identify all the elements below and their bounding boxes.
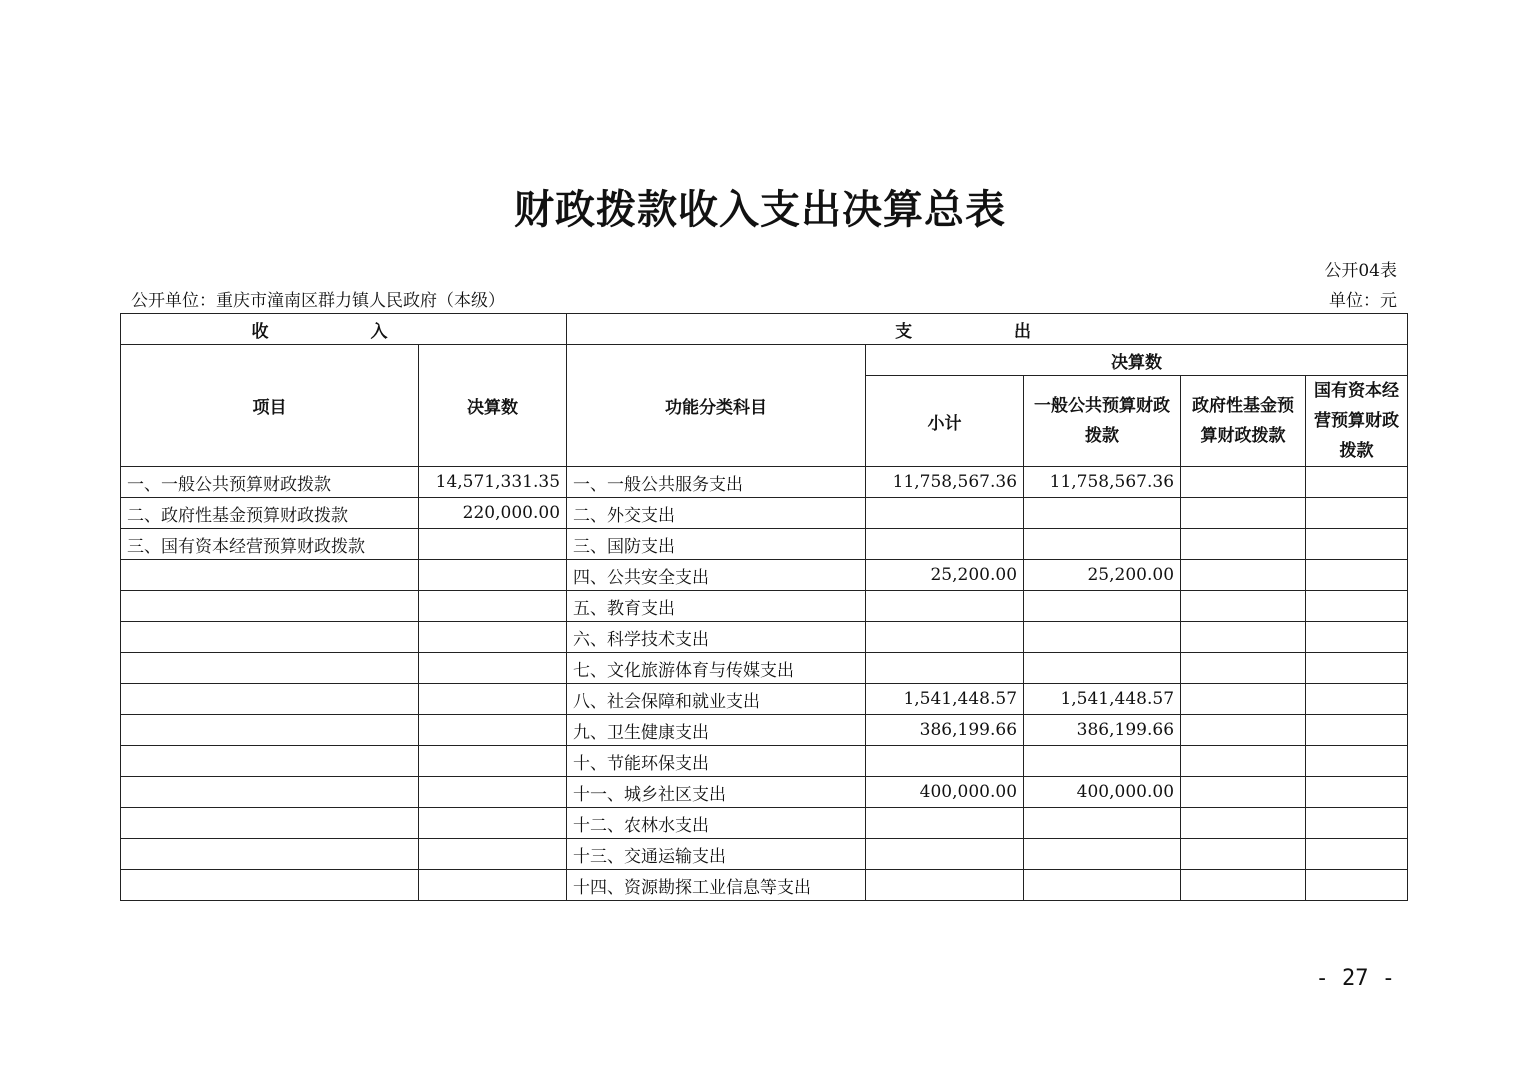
table-row bbox=[121, 591, 1408, 622]
row-category: 九、卫生健康支出 bbox=[567, 715, 866, 746]
table-row bbox=[121, 839, 1408, 870]
row-gov-fund bbox=[1181, 715, 1306, 746]
table-row bbox=[121, 715, 1408, 746]
row-general bbox=[1024, 870, 1181, 901]
income-amount-header: 决算数 bbox=[419, 345, 567, 467]
row-general: 400,000.00 bbox=[1024, 777, 1181, 808]
row-category: 四、公共安全支出 bbox=[567, 560, 866, 591]
row-general bbox=[1024, 529, 1181, 560]
row-item bbox=[121, 715, 419, 746]
row-gov-fund bbox=[1181, 498, 1306, 529]
row-gov-fund bbox=[1181, 529, 1306, 560]
row-gov-fund bbox=[1181, 839, 1306, 870]
row-gov-fund bbox=[1181, 653, 1306, 684]
row-state-capital bbox=[1306, 746, 1408, 777]
table-row bbox=[121, 498, 1408, 529]
row-gov-fund bbox=[1181, 808, 1306, 839]
gov-fund-header: 政府性基金预算财政拨款 bbox=[1181, 376, 1306, 467]
row-subtotal bbox=[866, 839, 1024, 870]
expense-header: 支 出 bbox=[567, 314, 1408, 345]
row-general bbox=[1024, 498, 1181, 529]
row-gov-fund bbox=[1181, 746, 1306, 777]
row-general bbox=[1024, 653, 1181, 684]
state-capital-header: 国有资本经营预算财政拨款 bbox=[1306, 376, 1408, 467]
row-state-capital bbox=[1306, 622, 1408, 653]
row-general bbox=[1024, 839, 1181, 870]
row-category: 八、社会保障和就业支出 bbox=[567, 684, 866, 715]
row-state-capital bbox=[1306, 529, 1408, 560]
table-row bbox=[121, 622, 1408, 653]
row-gov-fund bbox=[1181, 870, 1306, 901]
row-category: 十、节能环保支出 bbox=[567, 746, 866, 777]
row-state-capital bbox=[1306, 467, 1408, 498]
row-amount bbox=[419, 777, 567, 808]
row-category: 十二、农林水支出 bbox=[567, 808, 866, 839]
row-gov-fund bbox=[1181, 684, 1306, 715]
row-amount bbox=[419, 622, 567, 653]
row-subtotal bbox=[866, 746, 1024, 777]
page-title: 财政拨款收入支出决算总表 bbox=[514, 186, 1006, 233]
row-amount: 14,571,331.35 bbox=[419, 467, 567, 498]
row-amount bbox=[419, 653, 567, 684]
currency-unit: 单位：元 bbox=[1329, 291, 1397, 311]
row-subtotal: 25,200.00 bbox=[866, 560, 1024, 591]
reporting-unit: 公开单位：重庆市潼南区群力镇人民政府（本级） bbox=[131, 291, 505, 311]
subtotal-header: 小计 bbox=[866, 376, 1024, 467]
row-item bbox=[121, 870, 419, 901]
row-category: 六、科学技术支出 bbox=[567, 622, 866, 653]
row-amount bbox=[419, 684, 567, 715]
table-row bbox=[121, 467, 1408, 498]
row-gov-fund bbox=[1181, 777, 1306, 808]
function-category-header: 功能分类科目 bbox=[567, 345, 866, 467]
row-state-capital bbox=[1306, 870, 1408, 901]
form-number: 公开04表 bbox=[1324, 261, 1397, 281]
page-number: - 27 - bbox=[1315, 966, 1395, 991]
row-item bbox=[121, 808, 419, 839]
row-general: 386,199.66 bbox=[1024, 715, 1181, 746]
table-row bbox=[121, 870, 1408, 901]
row-state-capital bbox=[1306, 684, 1408, 715]
row-amount bbox=[419, 560, 567, 591]
row-category: 十四、资源勘探工业信息等支出 bbox=[567, 870, 866, 901]
row-item bbox=[121, 622, 419, 653]
table-row bbox=[121, 746, 1408, 777]
table-row bbox=[121, 808, 1408, 839]
row-general bbox=[1024, 591, 1181, 622]
row-subtotal bbox=[866, 808, 1024, 839]
row-general bbox=[1024, 808, 1181, 839]
row-amount bbox=[419, 808, 567, 839]
row-amount bbox=[419, 591, 567, 622]
row-subtotal: 11,758,567.36 bbox=[866, 467, 1024, 498]
row-category: 二、外交支出 bbox=[567, 498, 866, 529]
row-gov-fund bbox=[1181, 591, 1306, 622]
row-state-capital bbox=[1306, 498, 1408, 529]
row-subtotal bbox=[866, 870, 1024, 901]
final-amount-header: 决算数 bbox=[866, 345, 1408, 376]
row-gov-fund bbox=[1181, 560, 1306, 591]
row-item bbox=[121, 684, 419, 715]
row-amount bbox=[419, 715, 567, 746]
row-subtotal: 1,541,448.57 bbox=[866, 684, 1024, 715]
row-general: 1,541,448.57 bbox=[1024, 684, 1181, 715]
row-state-capital bbox=[1306, 715, 1408, 746]
row-item: 二、政府性基金预算财政拨款 bbox=[121, 498, 419, 529]
table-row bbox=[121, 777, 1408, 808]
row-state-capital bbox=[1306, 560, 1408, 591]
row-item bbox=[121, 777, 419, 808]
row-subtotal bbox=[866, 529, 1024, 560]
row-subtotal: 400,000.00 bbox=[866, 777, 1024, 808]
row-category: 十一、城乡社区支出 bbox=[567, 777, 866, 808]
general-budget-header: 一般公共预算财政拨款 bbox=[1024, 376, 1181, 467]
row-amount bbox=[419, 529, 567, 560]
row-general: 25,200.00 bbox=[1024, 560, 1181, 591]
row-item bbox=[121, 653, 419, 684]
row-item bbox=[121, 591, 419, 622]
row-subtotal: 386,199.66 bbox=[866, 715, 1024, 746]
table-row bbox=[121, 684, 1408, 715]
table-row bbox=[121, 560, 1408, 591]
row-state-capital bbox=[1306, 777, 1408, 808]
row-amount bbox=[419, 839, 567, 870]
row-subtotal bbox=[866, 498, 1024, 529]
row-amount bbox=[419, 746, 567, 777]
row-general: 11,758,567.36 bbox=[1024, 467, 1181, 498]
row-item: 一、一般公共预算财政拨款 bbox=[121, 467, 419, 498]
row-gov-fund bbox=[1181, 467, 1306, 498]
row-item bbox=[121, 746, 419, 777]
row-general bbox=[1024, 746, 1181, 777]
table-row bbox=[121, 653, 1408, 684]
row-category: 三、国防支出 bbox=[567, 529, 866, 560]
row-subtotal bbox=[866, 622, 1024, 653]
income-header: 收 入 bbox=[121, 314, 567, 345]
row-state-capital bbox=[1306, 653, 1408, 684]
row-subtotal bbox=[866, 591, 1024, 622]
row-general bbox=[1024, 622, 1181, 653]
row-amount bbox=[419, 870, 567, 901]
row-category: 五、教育支出 bbox=[567, 591, 866, 622]
budget-summary-table bbox=[120, 313, 1408, 901]
row-category: 七、文化旅游体育与传媒支出 bbox=[567, 653, 866, 684]
row-subtotal bbox=[866, 653, 1024, 684]
table-row bbox=[121, 529, 1408, 560]
row-item bbox=[121, 560, 419, 591]
row-item: 三、国有资本经营预算财政拨款 bbox=[121, 529, 419, 560]
row-gov-fund bbox=[1181, 622, 1306, 653]
row-state-capital bbox=[1306, 591, 1408, 622]
row-state-capital bbox=[1306, 808, 1408, 839]
row-category: 一、一般公共服务支出 bbox=[567, 467, 866, 498]
row-amount: 220,000.00 bbox=[419, 498, 567, 529]
row-category: 十三、交通运输支出 bbox=[567, 839, 866, 870]
item-header: 项目 bbox=[121, 345, 419, 467]
row-state-capital bbox=[1306, 839, 1408, 870]
row-item bbox=[121, 839, 419, 870]
